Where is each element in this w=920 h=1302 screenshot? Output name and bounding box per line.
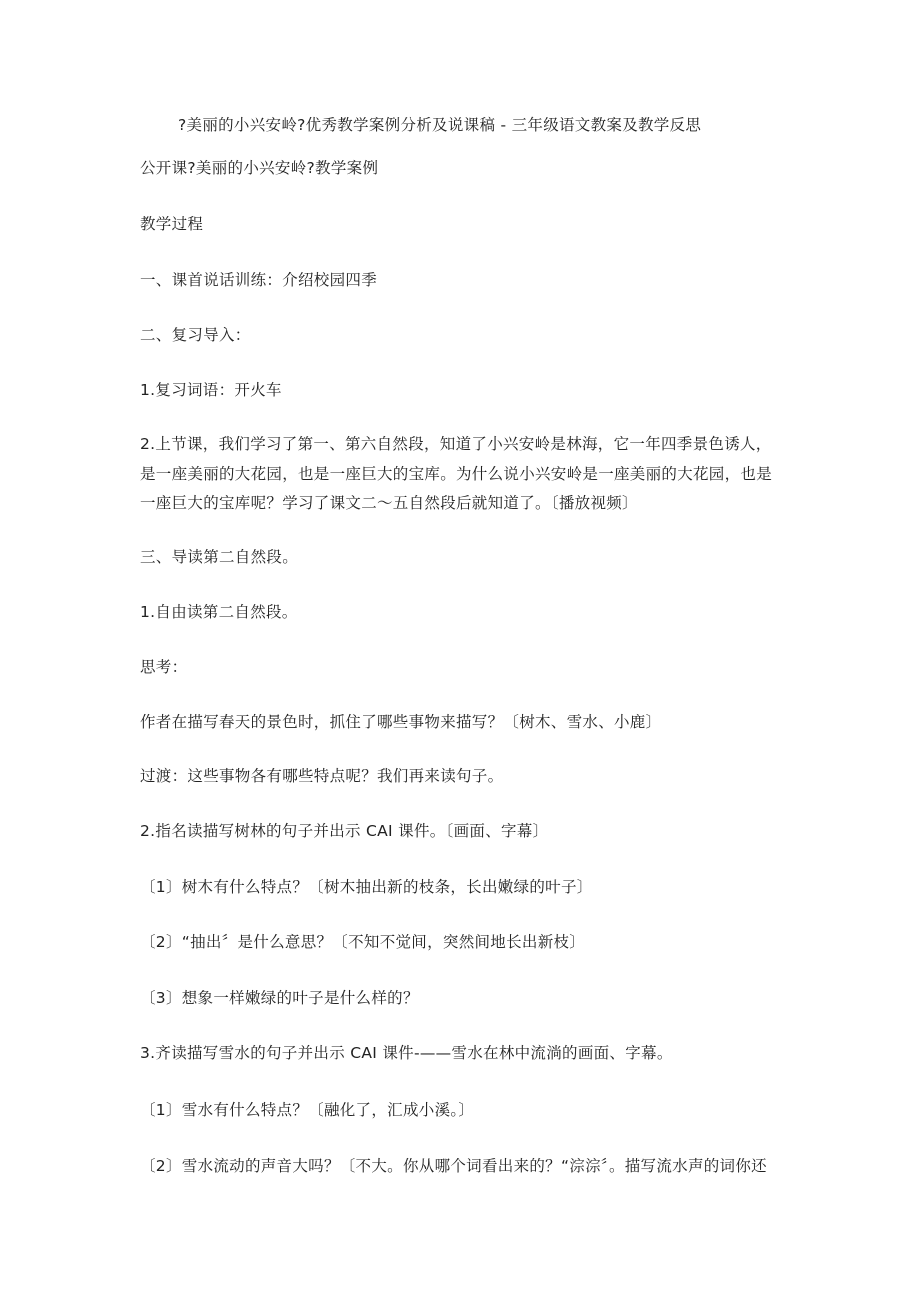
text-line: 三、导读第二自然段。 [140, 548, 299, 566]
document-title: ?美丽的小兴安岭?优秀教学案例分析及说课稿 - 三年级语文教案及教学反思 [178, 116, 702, 134]
paragraph-line: 一座巨大的宝库呢？学习了课文二～五自然段后就知道了。〔播放视频〕 [140, 494, 638, 512]
paragraph [140, 430, 772, 519]
text-line: 二、复习导入： [140, 326, 251, 344]
text-line: 一、课首说话训练：介绍校园四季 [140, 271, 378, 289]
text-line: 〔3〕想象一样嫩绿的叶子是什么样的？ [140, 989, 419, 1007]
text-line: 1.复习词语：开火车 [140, 381, 282, 399]
text-line: 1.自由读第二自然段。 [140, 603, 298, 621]
text-line: 思考： [140, 658, 188, 676]
section-heading: 教学过程 [140, 215, 204, 233]
paragraph-line: 是一座美丽的大花园，也是一座巨大的宝库。为什么说小兴安岭是一座美丽的大花园，也是 [140, 464, 773, 483]
text-line: 〔2〕“抽出〞是什么意思？〔不知不觉间，突然间地长出新枝〕 [140, 933, 586, 951]
text-line: 〔2〕雪水流动的声音大吗？〔不大。你从哪个词看出来的？“淙淙〞。描写流水声的词你还 [140, 1157, 767, 1175]
subtitle: 公开课?美丽的小兴安岭?教学案例 [140, 159, 379, 177]
text-line: 过渡：这些事物各有哪些特点呢？我们再来读句子。 [140, 767, 504, 785]
text-line: 2.指名读描写树林的句子并出示 CAI 课件。〔画面、字幕〕 [140, 822, 549, 840]
text-line: 〔1〕雪水有什么特点？〔融化了，汇成小溪。〕 [140, 1101, 475, 1119]
text-line: 作者在描写春天的景色时，抓住了哪些事物来描写？〔树木、雪水、小鹿〕 [140, 713, 662, 731]
text-line: 3.齐读描写雪水的句子并出示 CAI 课件-——雪水在林中流淌的画面、字幕。 [140, 1044, 673, 1062]
paragraph-line: 2.上节课，我们学习了第一、第六自然段，知道了小兴安岭是林海，它一年四季景色诱人， [140, 435, 772, 453]
text-line: 〔1〕树木有什么特点？〔树木抽出新的枝条，长出嫩绿的叶子〕 [140, 878, 593, 896]
